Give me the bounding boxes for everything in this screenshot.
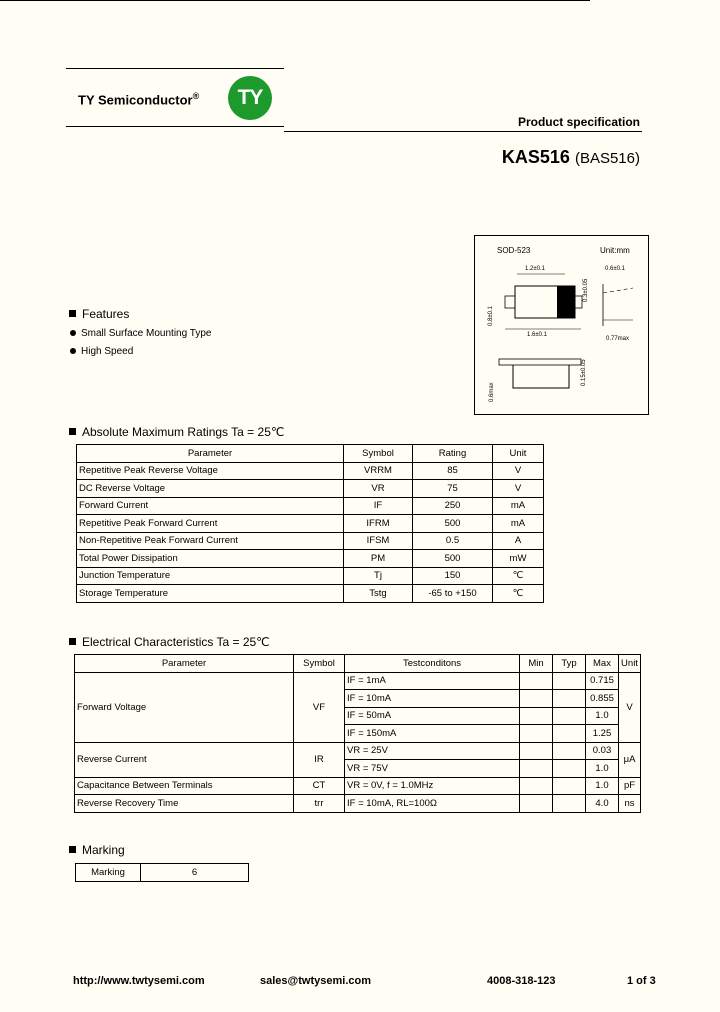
dim-lead: 0.3±0.05	[583, 278, 589, 302]
table-row: IF = 50mA 1.0	[75, 707, 641, 725]
table-row: Junction Temperature Tj 150 ℃	[77, 567, 544, 585]
abs-max-title: Absolute Maximum Ratings Ta = 25℃	[69, 425, 284, 439]
footer-url[interactable]: http://www.twtysemi.com	[73, 975, 205, 987]
elec-title: Electrical Characteristics Ta = 25℃	[69, 635, 270, 649]
table-row: Marking 6	[76, 864, 249, 882]
footer-line	[0, 0, 590, 1]
lead-right	[575, 296, 582, 308]
elec-table	[74, 654, 641, 813]
cathode-band	[557, 286, 575, 318]
header-top-line	[66, 68, 284, 69]
marking-table	[75, 863, 249, 882]
spec-underline	[284, 131, 642, 132]
dim-height: 0.8±0.1	[488, 306, 494, 326]
footer-email[interactable]: sales@twtysemi.com	[260, 975, 371, 987]
company-logo: TY	[228, 76, 272, 120]
table-row: Storage Temperature Tstg -65 to +150 ℃	[77, 585, 544, 603]
bullet-dot-icon	[70, 348, 76, 354]
table-header-row: Parameter Symbol Rating Unit	[77, 445, 544, 463]
front-body	[513, 365, 569, 388]
alt-part-number: (BAS516)	[574, 150, 640, 167]
section-bullet-icon	[69, 310, 76, 317]
feature-item: Small Surface Mounting Type	[70, 328, 211, 339]
table-row: Repetitive Peak Reverse Voltage VRRM 85 V	[77, 462, 544, 480]
lead-left	[505, 296, 515, 308]
features-title: Features	[69, 307, 129, 321]
package-drawing	[474, 235, 649, 415]
table-row: Non-Repetitive Peak Forward Current IFSM 0.5 A	[77, 532, 544, 550]
table-row: Reverse Current IR VR = 25V 0.03 μA	[75, 742, 641, 760]
dim-width: 1.2±0.1	[525, 266, 545, 272]
abs-max-table	[76, 444, 544, 603]
section-bullet-icon	[69, 638, 76, 645]
package-name: SOD-523	[497, 246, 531, 255]
package-outline-diagram	[475, 236, 648, 414]
company-name	[78, 91, 199, 107]
table-row: Forward Current IF 250 mA	[77, 497, 544, 515]
table-row: DC Reverse Voltage VR 75 V	[77, 480, 544, 498]
table-row: VR = 75V 1.0	[75, 760, 641, 778]
dim-side-width: 0.6±0.1	[605, 266, 625, 272]
front-leads	[499, 359, 581, 365]
part-number: KAS516	[501, 147, 570, 167]
table-row: Capacitance Between Terminals CT VR = 0V, f = 1.0MHz 1.0 pF	[75, 777, 641, 795]
table-row: Reverse Recovery Time trr IF = 10mA, RL=100Ω 4.0 ns	[75, 795, 641, 813]
dim-max-height: 0.77max	[606, 336, 630, 342]
table-header-row: Parameter Symbol Testconditons Min Typ Max Unit	[75, 655, 641, 673]
bullet-dot-icon	[70, 330, 76, 336]
table-row: IF = 150mA 1.25	[75, 725, 641, 743]
part-title	[502, 147, 640, 168]
marking-title: Marking	[69, 843, 125, 857]
side-view-dash1	[603, 288, 633, 293]
dim-lead-thickness: 0.15±0.05	[581, 359, 587, 386]
feature-item: High Speed	[70, 346, 133, 357]
footer-phone: 4008-318-123	[487, 975, 556, 987]
company-text: TY Semiconductor	[78, 92, 193, 108]
package-unit: Unit:mm	[600, 246, 630, 255]
table-row: Total Power Dissipation PM 500 mW	[77, 550, 544, 568]
table-row: IF = 10mA 0.855	[75, 690, 641, 708]
header-bottom-line	[66, 126, 284, 127]
table-row: Forward Voltage VF IF = 1mA 0.715 V	[75, 672, 641, 690]
dim-length: 1.6±0.1	[527, 332, 547, 338]
table-row: Repetitive Peak Forward Current IFRM 500 mA	[77, 515, 544, 533]
product-spec-label: Product specification	[517, 115, 640, 129]
section-bullet-icon	[69, 428, 76, 435]
registered-mark: ®	[192, 91, 200, 101]
dim-front-max: 0.6max	[489, 382, 495, 402]
footer-page-number: 1 of 3	[627, 975, 656, 987]
section-bullet-icon	[69, 846, 76, 853]
